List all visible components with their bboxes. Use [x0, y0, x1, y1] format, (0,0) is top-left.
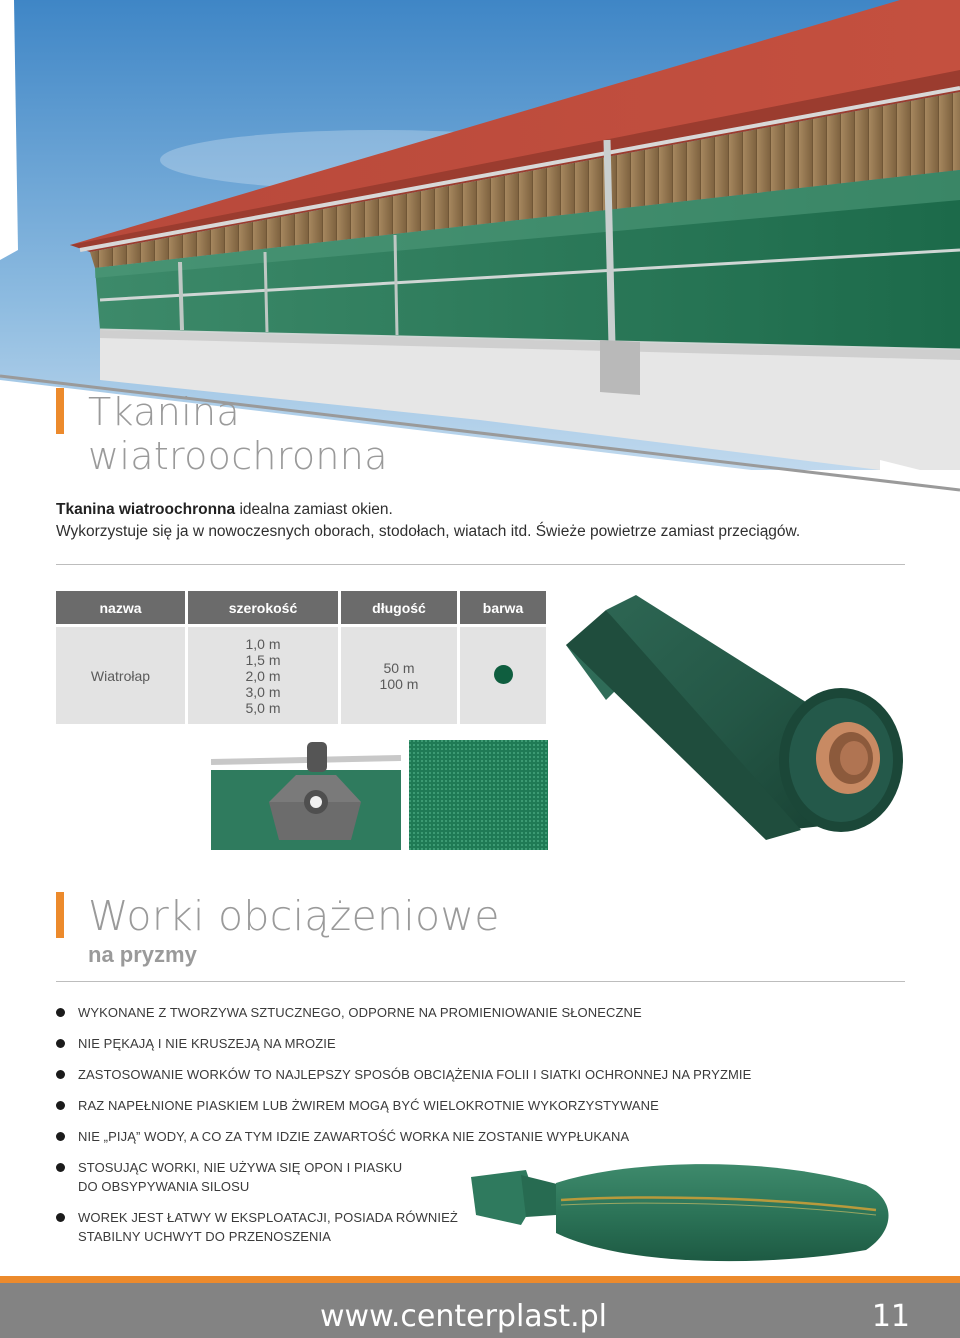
heading-title: Worki obciążeniowe — [88, 892, 500, 940]
spec-table — [53, 591, 549, 724]
list-item — [56, 1003, 642, 1022]
bullet-icon — [56, 1101, 65, 1110]
heading-title-line2: wiatroochronna — [88, 434, 388, 478]
fabric-roll-photo — [566, 590, 911, 840]
intro-paragraph — [56, 499, 800, 543]
accent-bar — [56, 892, 64, 938]
mounting-clip-photo — [211, 740, 401, 850]
divider-line — [56, 564, 905, 565]
intro-rest: idealna zamiast okien. — [235, 501, 393, 518]
page-number: 11 — [871, 1299, 910, 1334]
intro-bold: Tkanina wiatroochronna — [56, 501, 236, 518]
width-value: 3,0 m — [245, 683, 281, 700]
list-item-text: NIE „PIJĄ” WODY, A CO ZA TYM IDZIE ZAWARTOŚĆ WORKA NIE ZOSTANIE WYPŁUKANA — [78, 1129, 630, 1144]
bullet-icon — [56, 1163, 65, 1172]
heading-title — [88, 390, 388, 478]
list-item-text: NIE PĘKAJĄ I NIE KRUSZEJĄ NA MROZIE — [78, 1036, 336, 1051]
weight-bag-photo — [466, 1155, 901, 1270]
list-item — [56, 1065, 751, 1084]
intro-line2: Wykorzystuje się ja w nowoczesnych oborach, stodołach, wiatach itd. Świeże powietrze zamiast przeciągów. — [56, 523, 801, 540]
list-item-text: RAZ NAPEŁNIONE PIASKIEM LUB ŻWIREM MOGĄ BYĆ WIELOKROTNIE WYKORZYSTYWANE — [78, 1098, 659, 1113]
cell-widths — [188, 624, 338, 724]
cell-name: Wiatrołap — [56, 624, 185, 724]
bullet-icon — [56, 1213, 65, 1222]
width-value: 1,5 m — [245, 651, 281, 668]
list-item — [56, 1096, 659, 1115]
color-swatch — [494, 665, 513, 684]
list-item-text: WOREK JEST ŁATWY W EKSPLOATACJI, POSIADA RÓWNIEŻ STABILNY UCHWYT DO PRZENOSZENIA — [78, 1210, 458, 1244]
heading-title-line1: Tkanina — [88, 390, 240, 434]
list-item — [56, 1158, 402, 1196]
section-heading-windbreak — [56, 386, 476, 486]
table-header-row — [56, 591, 546, 624]
website-url[interactable]: www.centerplast.pl — [320, 1299, 607, 1334]
list-item-text: ZASTOSOWANIE WORKÓW TO NAJLEPSZY SPOSÓB OBCIĄŻENIA FOLII I SIATKI OCHRONNEJ NA PRYZMIE — [78, 1067, 752, 1082]
length-value: 100 m — [379, 675, 419, 692]
bullet-icon — [56, 1008, 65, 1017]
cell-color — [460, 624, 546, 724]
width-value: 1,0 m — [245, 635, 281, 652]
table-row — [56, 624, 546, 724]
heading-subtitle: na pryzmy — [88, 942, 197, 967]
list-item-text: WYKONANE Z TWORZYWA SZTUCZNEGO, ODPORNE NA PROMIENIOWANIE SŁONECZNE — [78, 1005, 642, 1020]
width-value: 5,0 m — [245, 699, 281, 716]
cell-lengths — [341, 624, 457, 724]
table-header-name: nazwa — [56, 591, 185, 624]
table-header-color: barwa — [460, 591, 546, 624]
accent-bar — [56, 388, 64, 434]
footer — [0, 1283, 960, 1338]
mesh-texture-photo — [409, 740, 548, 850]
section-heading-weight-bags — [56, 888, 576, 978]
divider-line — [56, 981, 905, 982]
bullet-icon — [56, 1070, 65, 1079]
bullet-icon — [56, 1039, 65, 1048]
list-item — [56, 1127, 629, 1146]
length-value: 50 m — [383, 659, 415, 676]
table-header-length: długość — [341, 591, 457, 624]
list-item — [56, 1208, 458, 1246]
width-value: 2,0 m — [245, 667, 281, 684]
table-header-width: szerokość — [188, 591, 338, 624]
list-item — [56, 1034, 336, 1053]
list-item-text: STOSUJĄC WORKI, NIE UŻYWA SIĘ OPON I PIASKU DO OBSYPYWANIA SILOSU — [78, 1160, 403, 1194]
bullet-icon — [56, 1132, 65, 1141]
footer-accent-stripe — [0, 1276, 960, 1283]
